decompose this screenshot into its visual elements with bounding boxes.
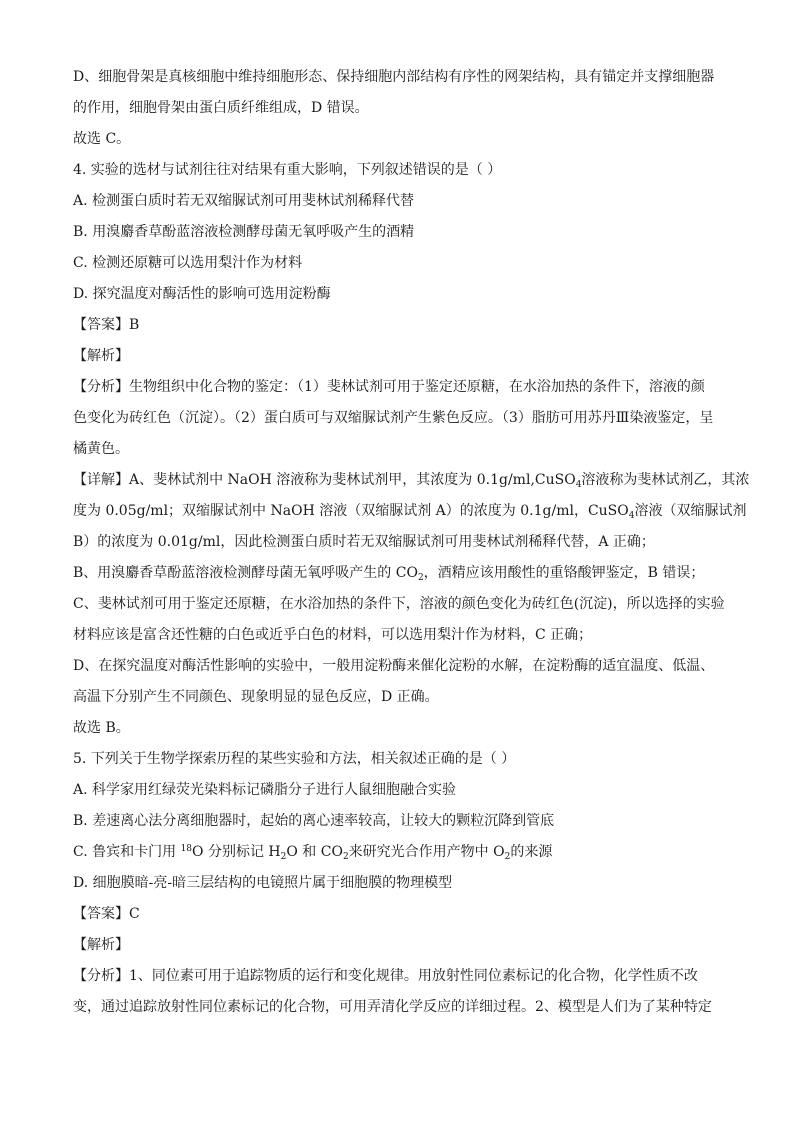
q4-analysis-title: 【解析】	[73, 348, 129, 364]
q4-detail-a-line-2: 度为 0.05g/ml；双缩脲试剂中 NaOH 溶液（双缩脲试剂 A）的浓度为 0.1g/ml，CuSO$_4$溶液（双缩脲试剂	[73, 503, 747, 521]
q4-detail-d-line-2: 高温下分别产生不同颜色、现象明显的显色反应，D 正确。	[73, 689, 439, 705]
q4-detail-c-line-1: C、斐林试剂可用于鉴定还原糖，在水浴加热的条件下，溶液的颜色变化为砖红色(沉淀)，所以选择的实验	[73, 596, 725, 612]
q5-option-c: C. 鲁宾和卡门用 $^{18}$O 分别标记 $H_2O$ 和 $CO_2$来研究光合作用产物中 $O_2$的来源	[73, 844, 553, 862]
q5-option-b: B. 差速离心法分离细胞器时，起始的离心速率较高，让较大的颗粒沉降到管底	[73, 813, 555, 829]
prev-option-d-explanation-line-1: D、细胞骨架是真核细胞中维持细胞形态、保持细胞内部结构有序性的网架结构，具有锚定并支撑细胞器	[73, 69, 715, 85]
q5-answer	[73, 899, 723, 930]
q5-analysis-line-2: 变，通过追踪放射性同位素标记的化合物，可用弄清化学反应的详细过程。2、模型是人们为了某种特定	[73, 999, 712, 1015]
detail-tag: 【详解】	[73, 472, 129, 488]
q4-option-d: D. 探究温度对酶活性的影响可选用淀粉酶	[73, 286, 331, 302]
q4-detail-c-line-2: 材料应该是富含还性糖的白色或近乎白色的材料，可以选用梨汁作为材料，C 正确；	[73, 627, 593, 643]
answer-tag: 【答案】	[73, 906, 129, 922]
q4-stem: 4. 实验的选材与试剂往往对结果有重大影响，下列叙述错误的是（ ）	[73, 162, 502, 178]
q4-analysis-line-1: 【分析】生物组织中化合物的鉴定：（1）斐林试剂可用于鉴定还原糖，在水浴加热的条件下，溶液的颜	[73, 379, 705, 395]
analysis-tag: 【分析】	[73, 379, 129, 395]
prev-conclusion: 故选 C。	[73, 131, 131, 147]
q5-analysis-line-1: 【分析】1、同位素可用于追踪物质的运行和变化规律。用放射性同位素标记的化合物，化学性质不改	[73, 968, 698, 984]
q5-analysis-title: 【解析】	[73, 937, 129, 953]
q4-conclusion: 故选 B。	[73, 720, 130, 736]
q4-analysis-line-2: 色变化为砖红色（沉淀）。（2）蛋白质可与双缩脲试剂产生紫色反应。（3）脂肪可用苏丹Ⅲ染液鉴定，呈	[73, 410, 714, 426]
q4-answer-value: B	[129, 317, 140, 333]
prev-option-d-explanation-line-2: 的作用，细胞骨架由蛋白质纤维组成，D 错误。	[73, 100, 369, 116]
q4-answer	[73, 310, 723, 341]
analysis-tag: 【分析】	[73, 968, 129, 984]
q4-detail-a-line-1: 【详解】A、斐林试剂中 NaOH 溶液称为斐林试剂甲，其浓度为 0.1g/ml,CuSO$_4$溶液称为斐林试剂乙，其浓	[73, 472, 750, 490]
answer-tag: 【答案】	[73, 317, 129, 333]
q4-option-c: C. 检测还原糖可以选用梨汁作为材料	[73, 255, 303, 271]
q5-option-d: D. 细胞膜暗-亮-暗三层结构的电镜照片属于细胞膜的物理模型	[73, 875, 453, 891]
q5-option-a: A. 科学家用红绿荧光染料标记磷脂分子进行人鼠细胞融合实验	[73, 782, 457, 798]
q4-option-a: A. 检测蛋白质时若无双缩脲试剂可用斐林试剂稀释代替	[73, 193, 415, 209]
q4-detail-a-line-3: B）的浓度为 0.01g/ml，因此检测蛋白质时若无双缩脲试剂可用斐林试剂稀释代替，A 正确；	[73, 534, 655, 550]
q5-answer-value: C	[129, 906, 140, 922]
document-page	[73, 62, 750, 1023]
q5-stem: 5. 下列关于生物学探索历程的某些实验和方法，相关叙述正确的是（ ）	[73, 751, 516, 767]
q4-detail-d-line-1: D、在探究温度对酶活性影响的实验中，一般用淀粉酶来催化淀粉的水解，在淀粉酶的适宜温度、低温、	[73, 658, 715, 674]
q4-detail-b-line-1: B、用溴麝香草酚蓝溶液检测酵母菌无氧呼吸产生的 $CO_2$，酒精应该用酸性的重铬酸钾鉴定，B 错误；	[73, 565, 705, 583]
q4-analysis-line-3: 橘黄色。	[73, 441, 129, 457]
q4-option-b: B. 用溴麝香草酚蓝溶液检测酵母菌无氧呼吸产生的酒精	[73, 224, 415, 240]
